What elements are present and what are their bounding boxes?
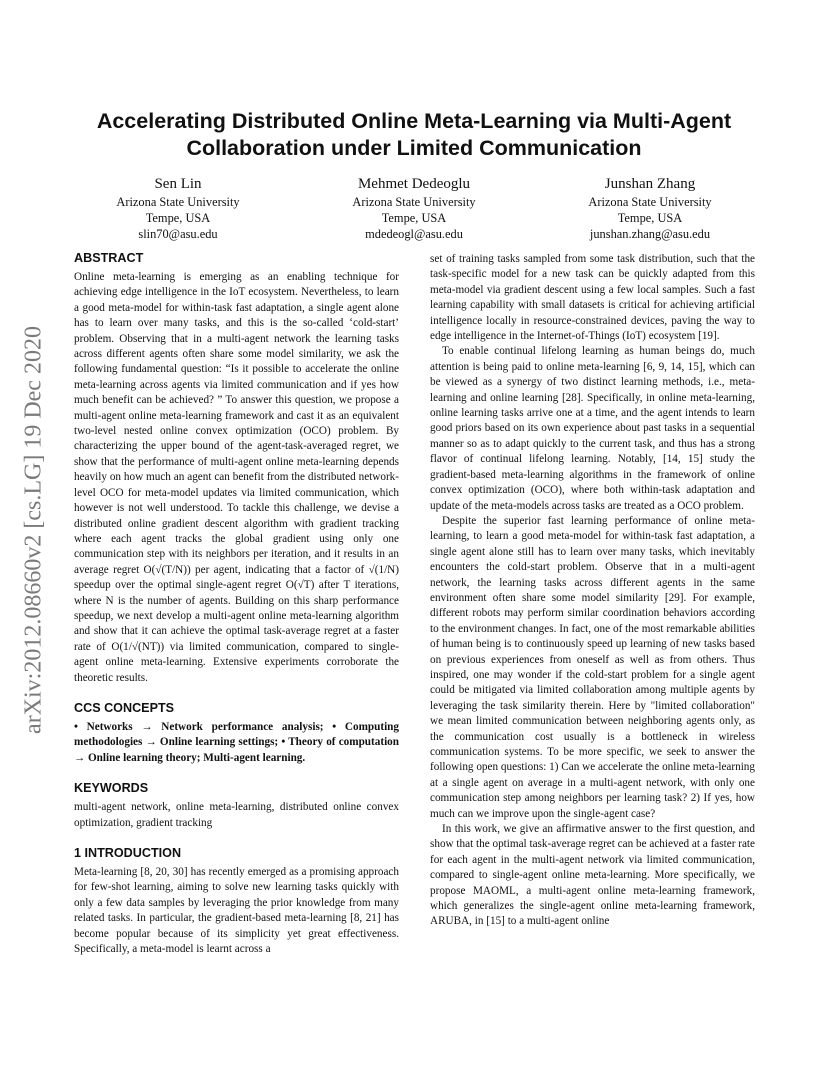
paper-title [60, 108, 768, 162]
intro-paragraph-4: In this work, we give an affirmative answer to the first question, and show that the optimal task-average regret can be achieved at a faster rate for each agent in the multi-agent network via limited communication, compared to single-agent online meta-learning. More specifically, we propose MAOML, a multi-agent online meta-learning framework, which generalizes the single-agent online meta-learning framework, ARUBA, in [15] to a multi-agent online [430, 823, 755, 928]
arxiv-identifier: arXiv:2012.08660v2 [cs.LG] 19 Dec 2020 [20, 326, 47, 734]
author-name: Sen Lin [154, 176, 202, 192]
author-email: mdedeogl@asu.edu [365, 227, 463, 241]
intro-paragraph-2: To enable continual lifelong learning as human beings do, much attention is being paid to online meta-learning [6, 9, 14, 15], which can be viewed as a synergy of two distinct learning methods, i.e., meta-learning and online learning [28]. Specifically, in online meta-learning, online learning tasks arrive one at a time, and the agent intends to learn good priors based on its own experience about past tasks in a sequential manner so as to adapt quickly to the current task, and thus has a strong flavor of continual lifelong learning. Notably, [14, 15] study the gradient-based meta-learning algorithms in the framework of online convex optimization (OCO), where both within-task adaptation and update of the meta-models across tasks are treated as a OCO problem. [430, 345, 755, 512]
author-1 [60, 174, 296, 242]
left-column [74, 250, 399, 957]
author-name: Mehmet Dedeoglu [357, 176, 471, 192]
ccs-text: • Networks → Network performance analysis; • Computing methodologies → Online learning settings; • Theory of computation → Online learning theory; Multi-agent learning. [74, 720, 399, 764]
keywords-heading: KEYWORDS [74, 781, 149, 796]
introduction-heading: 1 INTRODUCTION [74, 846, 182, 860]
author-name: Junshan Zhang [604, 176, 696, 192]
author-affiliation: Arizona State University [352, 195, 476, 209]
intro-paragraph-1: Meta-learning [8, 20, 30] has recently emerged as a promising approach for few-shot learning, aiming to solve new learning tasks quickly with only a few data samples by leveraging the prior knowledge from many related tasks. In particular, the gradient-based meta-learning [8, 21] has become popular because of its simplicity yet great effectiveness. Specifically, a meta-model is learnt across a [74, 866, 399, 956]
author-location: Tempe, USA [145, 211, 211, 225]
intro-paragraph-1-continued: set of training tasks sampled from some task distribution, such that the task-specific model for a new task can be quickly adapted from this meta-model via gradient descent using a few local samples. Such a fast learning capability with small datasets is critical for achieving artificial intelligence locally in resource-constrained devices, paving the way to edge intelligence in the Internet-of-Things (IoT) ecosystem [19]. [430, 253, 755, 343]
author-email: slin70@asu.edu [138, 227, 218, 241]
keywords-text: multi-agent network, online meta-learning, distributed online convex optimization, gradient tracking [74, 801, 399, 829]
author-block [60, 174, 768, 242]
title-line-2: Collaboration under Limited Communication [186, 136, 642, 160]
author-email: junshan.zhang@asu.edu [589, 227, 711, 241]
abstract-text: Online meta-learning is emerging as an enabling technique for achieving edge intelligence in the IoT ecosystem. Nevertheless, to learn a good meta-model for within-task fast adaptation, a single agent alone has to learn over many tasks, and this is the so-called ‘cold-start’ problem. Observing that in a multi-agent network the learning tasks across different agents often share some model similarity, we ask the following fundamental question: “Is it possible to accelerate the online meta-learning across agents via limited communication and if yes how much benefit can be achieved? ” To answer this question, we propose a multi-agent online meta-learning framework and cast it as an equivalent two-level nested online convex optimization (OCO) problem. By characterizing the upper bound of the agent-task-averaged regret, we show that the performance of multi-agent online meta-learning depends heavily on how much an agent can benefit from the distributed network-level OCO for meta-model updates via limited communication, which however is not well understood. To tackle this challenge, we devise a distributed online gradient descent algorithm with gradient tracking where each agent tracks the global gradient using only one communication step with its neighbors per iteration, and it results in an average regret O(√(T/N)) per agent, indicating that a factor of √(1/N) speedup over the optimal single-agent regret O(√T) after T iterations, where N is the number of agents. Building on this sharp performance speedup, we next develop a multi-agent online meta-learning algorithm and show that it can achieve the optimal task-average regret at a faster rate of O(1/√(NT)) via limited communication, compared to single-agent online meta-learning. Extensive experiments corroborate the theoretic results. [74, 271, 399, 684]
author-affiliation: Arizona State University [588, 195, 712, 209]
author-location: Tempe, USA [617, 211, 683, 225]
ccs-heading: CCS CONCEPTS [74, 700, 175, 715]
intro-paragraph-3: Despite the superior fast learning performance of online meta-learning, to learn a good meta-model for within-task fast adaptation, a single agent alone still has to learn over many tasks, which inevitably encounters the cold-start problem. Observe that in a multi-agent network, the learning tasks across different agents in the same environment often share some model similarity [29]. For example, different robots may perform similar coordination behaviors according to the environment changes. In fact, one of the most remarkable abilities of human being is to continuously speed up learning of new tasks based on previous experiences from oneself as well as from others. Thus inspired, one may wonder if the cold-start problem for a single agent could be mitigated via limited collaboration among multiple agents by leveraging the task similarity therein. Here by "limited collaboration" we mean limited communication between neighboring agents only, as the communication cost usually is a bottleneck in wireless communication systems. To be more specific, we seek to answer the following open questions: 1) Can we accelerate the online meta-learning at a single agent on average in a multi-agent network, with only one communication step among neighbors per learning task? 2) If yes, how much can we improve upon the single-agent case? [430, 514, 755, 820]
right-column [430, 252, 755, 930]
author-2 [296, 174, 532, 242]
author-affiliation: Arizona State University [116, 195, 240, 209]
author-3 [532, 174, 768, 242]
title-line-1: Accelerating Distributed Online Meta-Learning via Multi-Agent [96, 109, 732, 133]
arxiv-sidebar [14, 290, 54, 770]
author-location: Tempe, USA [381, 211, 447, 225]
abstract-heading: ABSTRACT [74, 251, 144, 265]
